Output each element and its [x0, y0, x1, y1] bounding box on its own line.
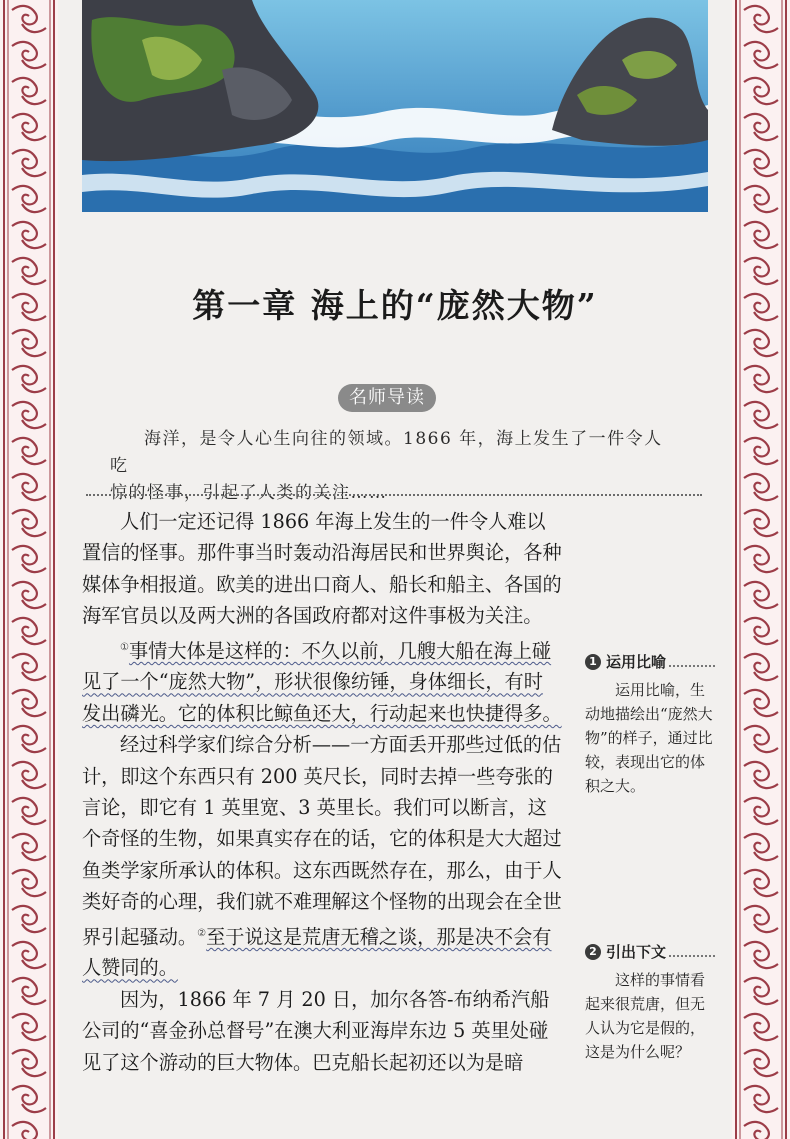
annotation-marker-2: ② [197, 927, 207, 939]
note-heading: 运用比喻 [606, 653, 667, 671]
note-dotted-leader [669, 657, 715, 667]
note-text: 这样的事情看起来很荒唐，但无人认为它是假的，这是为什么呢？ [585, 971, 706, 1061]
chapter-body [82, 506, 562, 1078]
note-text: 运用比喻，生动地描绘出“庞然大物”的样子，通过比较，表现出它的体积之大。 [585, 681, 713, 795]
annotation-marker-1: ① [120, 641, 129, 653]
dotted-divider [86, 494, 702, 496]
annotated-passage-2: 至于说这是荒唐无稽之谈，那是决不会有人赞同的。 [82, 925, 552, 980]
annotated-passage-1: 事情大体是这样的：不久以前，几艘大船在海上碰见了一个“庞然大物”，形状很像纺锤，身体细长，有时发出磷光。它的体积比鲸鱼还大，行动起来也快捷得多。 [82, 639, 562, 725]
right-decorative-border [732, 0, 790, 1139]
paragraph-2 [82, 632, 562, 730]
paragraph-3 [82, 729, 562, 984]
chapter-title: 第一章 海上的“庞然大物” [192, 286, 598, 325]
paragraph-3-text: 经过科学家们综合分析——一方面丢开那些过低的估计，即这个东西只有 200 英尺长，同时去掉一些夸张的言论，即它有 1 英里宽、3 英里长。我们可以断言，这个奇怪的生物，如果真实存在的话，它的体积是大大超过鱼类学家所承认的体积。这东西既然存在，那么，由于人类好奇的心理，我们就不难理解这个怪物的出现会在全世界引起骚动。 [82, 733, 562, 949]
sea-illustration [82, 0, 708, 212]
paragraph-1: 人们一定还记得 1866 年海上发生的一件令人难以置信的怪事。那件事当时轰动沿海居民和世界舆论，各种媒体争相报道。欧美的进出口商人、船长和船主、各国的海军官员以及两大洲的各国政府都对这件事极为关注。 [82, 510, 562, 628]
note-number-badge: 2 [585, 944, 601, 960]
guide-text-line-2: 惊的怪事，引起了人类的关注…… [110, 483, 388, 503]
guide-text-line-1: 海洋，是令人心生向往的领域。1866 年，海上发生了一件令人吃 [110, 429, 663, 476]
note-number-badge: 1 [585, 654, 601, 670]
teacher-guide-badge: 名师导读 [338, 384, 436, 412]
left-decorative-border [0, 0, 58, 1139]
note-heading: 引出下文 [606, 943, 667, 961]
paragraph-4: 因为，1866 年 7 月 20 日，加尔各答-布纳希汽船公司的“喜金孙总督号”在澳大利亚海岸东边 5 英里处碰见了这个游动的巨大物体。巴克船长起初还以为是暗 [82, 987, 550, 1074]
side-note-2 [585, 940, 715, 1064]
note-dotted-leader [669, 947, 715, 957]
side-note-1 [585, 650, 715, 798]
